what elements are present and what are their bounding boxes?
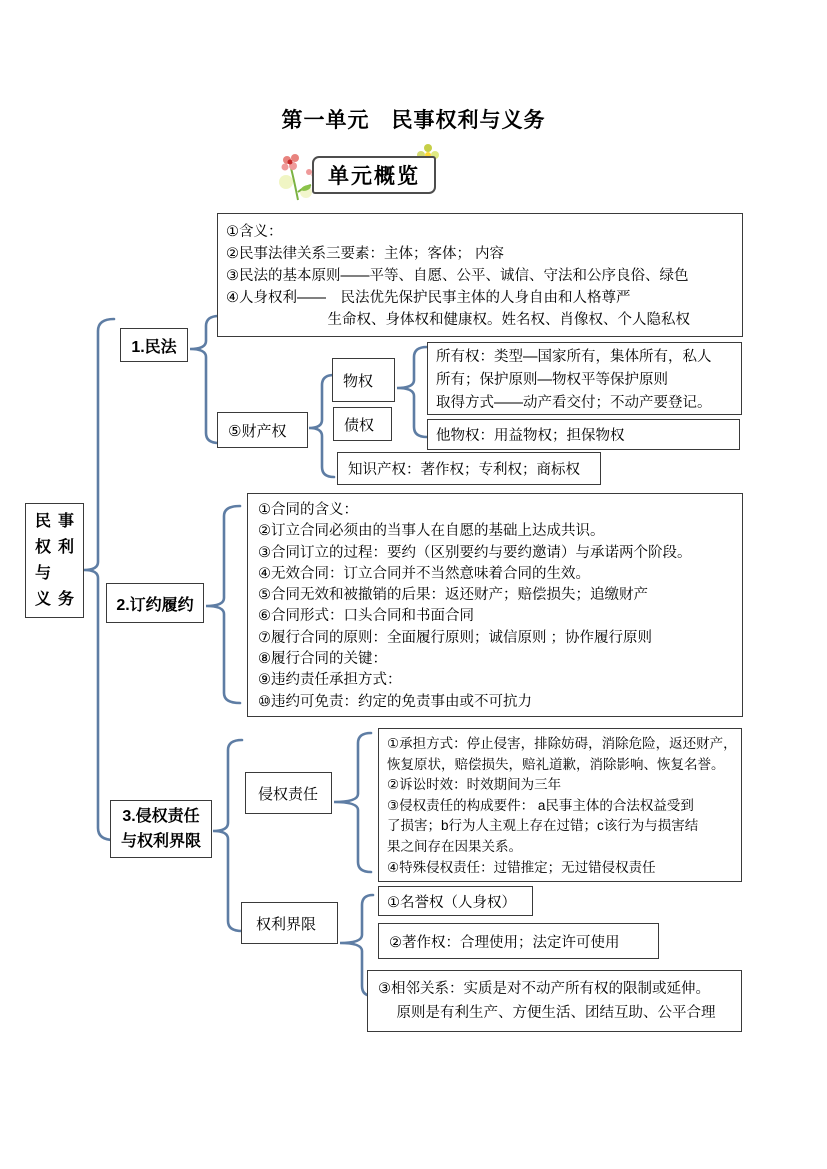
root-line: 权利 bbox=[35, 538, 74, 556]
other-real-rights-box: 他物权：用益物权；担保物权 bbox=[427, 419, 740, 450]
copyright-box: ②著作权：合理使用；法定许可使用 bbox=[378, 923, 659, 959]
brace-unit3 bbox=[213, 740, 242, 931]
root-node bbox=[25, 503, 84, 618]
unit3-node: 3.侵权责任 与权利界限 bbox=[110, 800, 212, 858]
tort-detail-box: ①承担方式：停止侵害，排除妨碍，消除危险，返还财产， 恢复原状，赔偿损失，赔礼道歉，消除影响、恢复名誉。 ②诉讼时效：时效期间为三年 ③侵权责任的构成要件： a民事主体的合法权益受到 了损害；b行为人主观上存在过错；c该行为与损害结 果之间存在因果关系。 ④特殊侵权责任：过错推定；无过错侵权责任 bbox=[378, 728, 742, 882]
contract-box: ①合同的含义： ②订立合同必须由的当事人在自愿的基础上达成共识。 ③合同订立的过程：要约（区别要约与要约邀请）与承诺两个阶段。 ④无效合同：订立合同并不当然意味着合同的生效。 ⑤合同无效和被撤销的后果：返还财产；赔偿损失；追缴财产 ⑥合同形式：口头合同和书面合同 ⑦履行合同的原则：全面履行原则；诚信原则 ；协作履行原则 ⑧履行合同的关键： ⑨违约责任承担方式： ⑩违约可免责：约定的免责事由或不可抗力 bbox=[247, 493, 743, 717]
brace-real-right bbox=[397, 347, 427, 437]
tort-liability-node: 侵权责任 bbox=[245, 772, 332, 814]
civil-law-node: 1.民法 bbox=[120, 328, 188, 362]
real-rights-node: 物权 bbox=[332, 358, 395, 402]
brace-property bbox=[309, 375, 334, 477]
brace-civil-law bbox=[190, 316, 219, 443]
neighbor-relation-box: ③相邻关系：实质是对不动产所有权的限制或延伸。 原则是有利生产、方便生活、团结互助、公平合理 bbox=[367, 970, 742, 1032]
root-line: 民事 bbox=[35, 512, 74, 530]
contracting-node: 2.订约履约 bbox=[106, 583, 204, 623]
ownership-box: 所有权：类型—国家所有，集体所有，私人 所有；保护原则—物权平等保护原则 取得方式——动产看交付；不动产要登记。 bbox=[427, 342, 742, 415]
creditor-rights-node: 债权 bbox=[333, 407, 392, 441]
brace-root bbox=[84, 319, 114, 840]
ip-rights-box: 知识产权：著作权；专利权；商标权 bbox=[337, 452, 601, 485]
overview-badge: 单元概览 bbox=[312, 156, 436, 194]
root-line: 义务 bbox=[35, 590, 74, 608]
reputation-box: ①名誉权（人身权） bbox=[378, 886, 533, 916]
page-title: 第一单元 民事权利与义务 bbox=[281, 108, 546, 132]
root-line: 与 bbox=[35, 564, 52, 582]
civil-overview-box: ①含义： ②民事法律关系三要素：主体；客体； 内容 ③民法的基本原则——平等、自愿、公平、诚信、守法和公序良俗、绿色 ④人身权利—— 民法优先保护民事主体的人身自由和人格尊严 生命权、身体权和健康权。姓名权、肖像权、个人隐私权 bbox=[217, 213, 743, 337]
rights-limit-node: 权利界限 bbox=[241, 902, 338, 944]
brace-contract bbox=[206, 506, 240, 703]
property-rights-node: ⑤财产权 bbox=[217, 412, 308, 448]
brace-tort bbox=[334, 733, 371, 872]
